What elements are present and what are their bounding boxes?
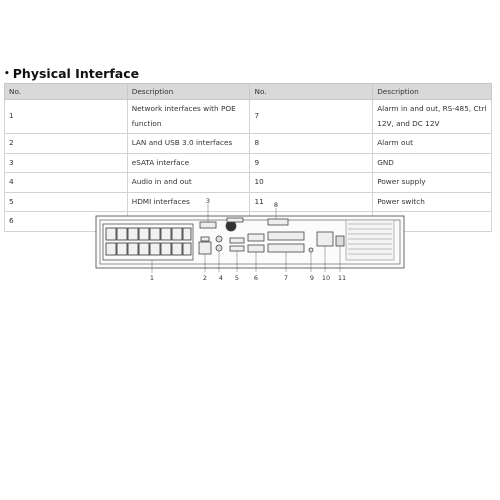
power-switch [336, 236, 344, 246]
row-no-left: 6 [5, 212, 128, 232]
power-supply-socket [317, 232, 333, 246]
header-no-2: No. [250, 84, 373, 100]
row-no-right: 7 [250, 100, 373, 134]
table-row [5, 173, 492, 193]
row-desc-right: Power switch [373, 192, 492, 212]
header-description-1: Description [127, 84, 250, 100]
row-desc-left: eSATA interface [127, 153, 250, 173]
section-title [4, 66, 139, 81]
header-no-1: No. [5, 84, 128, 100]
callout-9: 9 [309, 274, 315, 282]
round-connector [226, 221, 236, 231]
callout-1: 1 [149, 274, 155, 282]
row-no-left: 2 [5, 134, 128, 154]
row-desc-right: GND [373, 153, 492, 173]
row-no-left: 1 [5, 100, 128, 134]
row-no-left: 4 [5, 173, 128, 193]
rear-panel-diagram [0, 198, 500, 288]
callout-2: 2 [202, 274, 208, 282]
callout-8: 8 [273, 201, 279, 209]
row-desc-right: Alarm out [373, 134, 492, 154]
table-row [5, 100, 492, 134]
row-desc-left: HDMI interfaces [127, 192, 250, 212]
section-title-text: Physical Interface [12, 66, 140, 81]
header-description-2: Description [373, 84, 492, 100]
row-desc-right: Alarm in and out, RS-485, Ctrl 12V, and DC 12V [373, 100, 492, 134]
esata-port [200, 222, 216, 228]
fan-vent [346, 220, 394, 260]
callout-11: 11 [337, 274, 347, 282]
row-desc-right: Power supply [373, 173, 492, 193]
row-desc-left: Audio in and out [127, 173, 250, 193]
row-no-right: 9 [250, 153, 373, 173]
callout-6: 6 [253, 274, 259, 282]
row-no-right: 10 [250, 173, 373, 193]
row-no-right: 8 [250, 134, 373, 154]
row-desc-left: LAN and USB 3.0 interfaces [127, 134, 250, 154]
table-row [5, 134, 492, 154]
alarm-out-terminal [268, 219, 288, 225]
callout-10: 10 [321, 274, 331, 282]
row-no-right: 11 [250, 192, 373, 212]
row-desc-left: Network interfaces with POE function [127, 100, 250, 134]
table-header-row [5, 84, 492, 100]
title-bullet: • [4, 69, 10, 79]
lan-usb-ports [199, 237, 211, 254]
row-no-left: 3 [5, 153, 128, 173]
row-no-left: 5 [5, 192, 128, 212]
callout-5: 5 [234, 274, 240, 282]
callout-7: 7 [283, 274, 289, 282]
table-row [5, 153, 492, 173]
callout-4: 4 [218, 274, 224, 282]
callout-3: 3 [205, 198, 211, 205]
gnd-terminal [309, 248, 313, 252]
